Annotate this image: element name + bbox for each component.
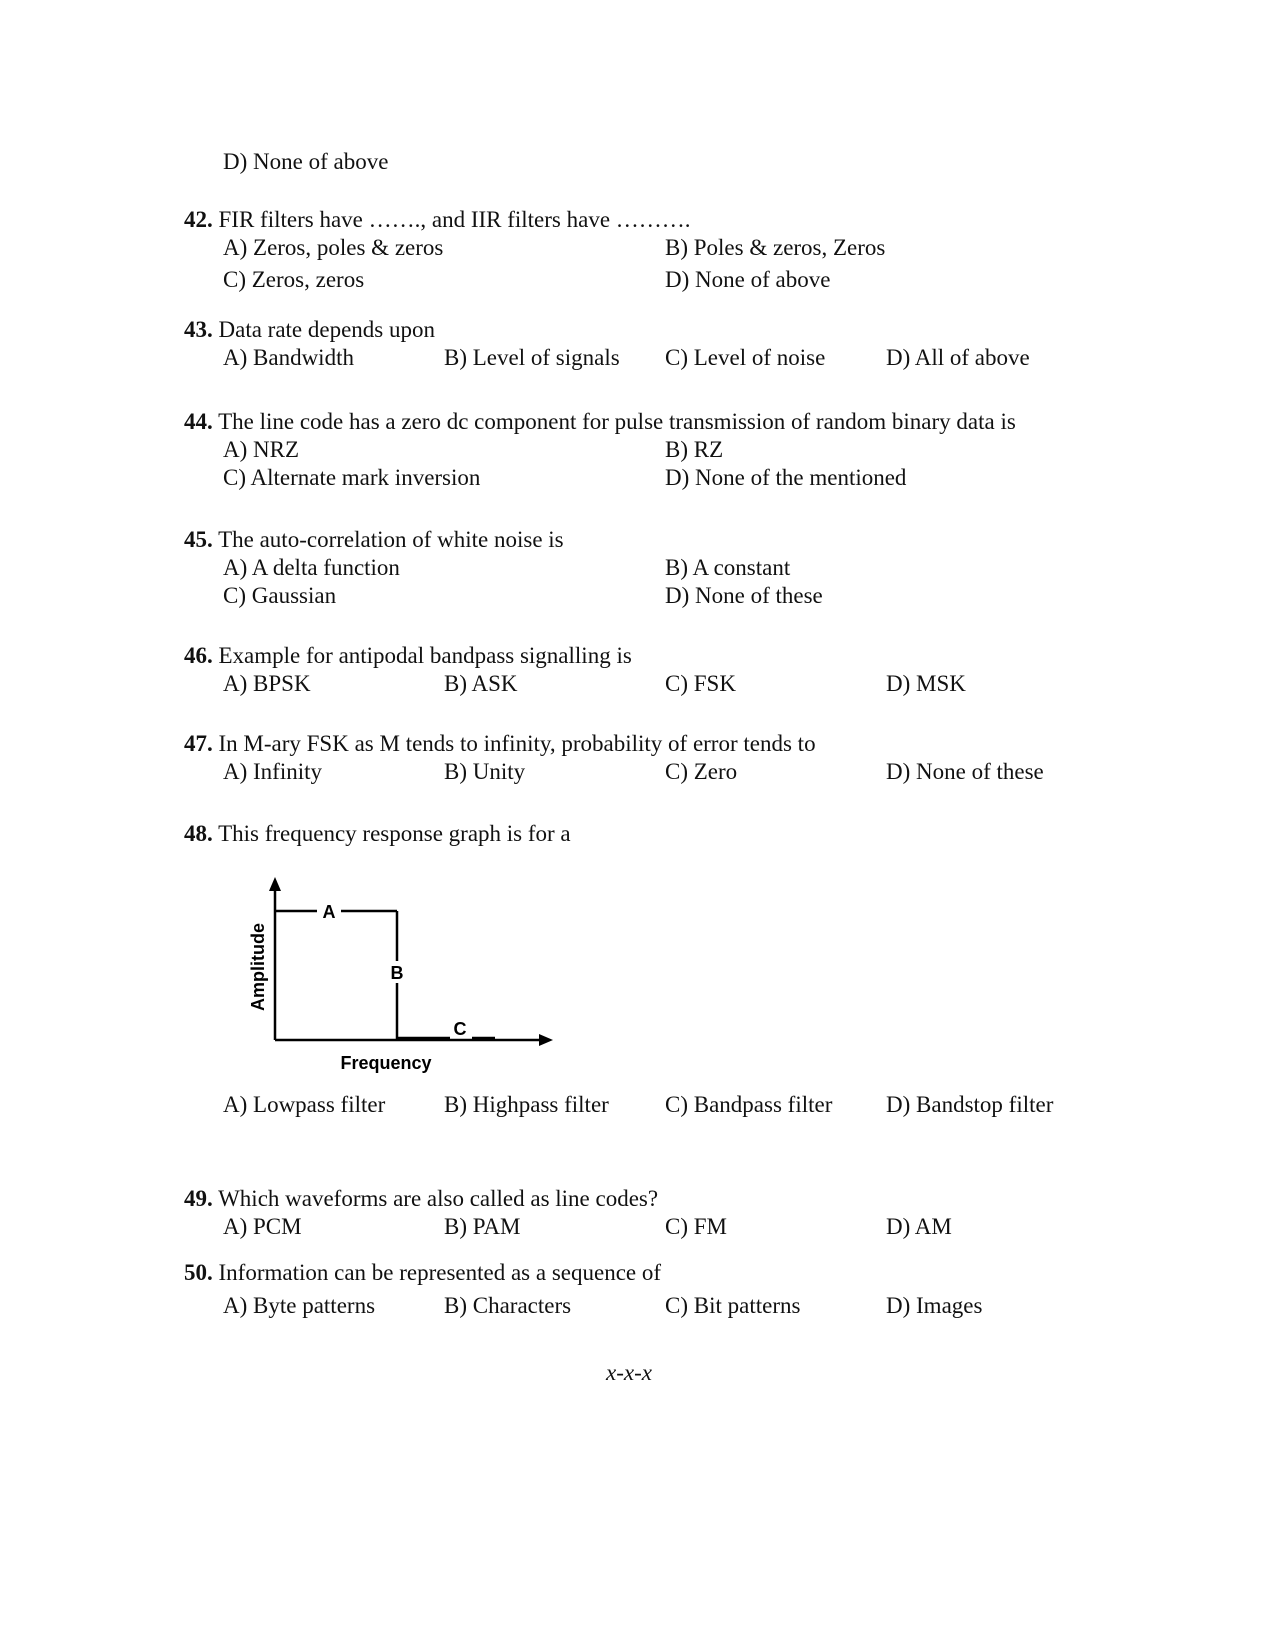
option-a: A) Zeros, poles & zeros bbox=[223, 235, 444, 260]
option-a: A) Infinity bbox=[223, 759, 323, 784]
question-text: In M-ary FSK as M tends to infinity, probability of error tends to bbox=[218, 731, 816, 756]
question-number: 46. bbox=[184, 643, 213, 668]
page-end-marker: x-x-x bbox=[606, 1360, 652, 1385]
question-48 bbox=[184, 820, 571, 848]
option-c: C) Bit patterns bbox=[665, 1293, 801, 1318]
carry-over-option: D) None of above bbox=[223, 149, 389, 174]
option-b: B) PAM bbox=[444, 1214, 521, 1239]
question-42 bbox=[184, 206, 691, 234]
option-a: A) Bandwidth bbox=[223, 345, 354, 370]
option-c: C) Zeros, zeros bbox=[223, 267, 365, 292]
option-b: B) A constant bbox=[665, 555, 791, 580]
option-d: D) All of above bbox=[886, 345, 1030, 370]
option-b: B) RZ bbox=[665, 437, 724, 462]
question-text: FIR filters have ……., and IIR filters have ………. bbox=[218, 207, 691, 232]
question-text: Data rate depends upon bbox=[218, 317, 436, 342]
option-c: C) Zero bbox=[665, 759, 738, 784]
option-a: A) NRZ bbox=[223, 437, 300, 462]
option-c: C) Bandpass filter bbox=[665, 1092, 833, 1117]
option-b: B) Poles & zeros, Zeros bbox=[665, 235, 886, 260]
question-49 bbox=[184, 1185, 658, 1213]
x-axis-label: Frequency bbox=[340, 1053, 432, 1073]
question-text: Which waveforms are also called as line codes? bbox=[218, 1186, 659, 1211]
option-a: A) BPSK bbox=[223, 671, 311, 696]
question-number: 47. bbox=[184, 731, 213, 756]
question-50 bbox=[184, 1259, 661, 1287]
question-text: Example for antipodal bandpass signalling is bbox=[218, 643, 632, 668]
option-d: D) Images bbox=[886, 1293, 983, 1318]
y-axis-arrow bbox=[269, 877, 281, 891]
option-b: B) Characters bbox=[444, 1293, 572, 1318]
question-number: 50. bbox=[184, 1260, 213, 1285]
question-text: This frequency response graph is for a bbox=[218, 821, 571, 846]
region-label-a: A bbox=[322, 902, 336, 922]
region-label-b: B bbox=[390, 963, 404, 983]
question-number: 45. bbox=[184, 527, 213, 552]
question-44 bbox=[184, 408, 1016, 436]
option-b: B) Unity bbox=[444, 759, 526, 784]
option-d: D) None of these bbox=[665, 583, 823, 608]
option-d: D) None of above bbox=[665, 267, 831, 292]
question-43 bbox=[184, 316, 435, 344]
question-number: 44. bbox=[184, 409, 213, 434]
question-45 bbox=[184, 526, 564, 554]
region-label-c: C bbox=[453, 1019, 467, 1039]
option-c: C) Gaussian bbox=[223, 583, 337, 608]
option-a: A) Byte patterns bbox=[223, 1293, 376, 1318]
option-d: D) Bandstop filter bbox=[886, 1092, 1054, 1117]
option-c: C) Alternate mark inversion bbox=[223, 465, 481, 490]
option-d: D) AM bbox=[886, 1214, 952, 1239]
frequency-response-graph bbox=[240, 875, 560, 1090]
question-text: The auto-correlation of white noise is bbox=[218, 527, 564, 552]
question-text: The line code has a zero dc component for pulse transmission of random binary data is bbox=[218, 409, 1016, 434]
option-c: C) Level of noise bbox=[665, 345, 826, 370]
option-b: B) Highpass filter bbox=[444, 1092, 609, 1117]
question-number: 48. bbox=[184, 821, 213, 846]
option-d: D) None of the mentioned bbox=[665, 465, 907, 490]
question-number: 42. bbox=[184, 207, 213, 232]
question-number: 49. bbox=[184, 1186, 213, 1211]
option-b: B) Level of signals bbox=[444, 345, 620, 370]
x-axis-arrow bbox=[539, 1034, 553, 1046]
question-number: 43. bbox=[184, 317, 213, 342]
option-b: B) ASK bbox=[444, 671, 518, 696]
question-47 bbox=[184, 730, 816, 758]
y-axis-label: Amplitude bbox=[248, 923, 268, 1011]
question-46 bbox=[184, 642, 632, 670]
option-d: D) MSK bbox=[886, 671, 966, 696]
question-text: Information can be represented as a sequence of bbox=[218, 1260, 662, 1285]
option-c: C) FM bbox=[665, 1214, 727, 1239]
option-a: A) Lowpass filter bbox=[223, 1092, 386, 1117]
option-c: C) FSK bbox=[665, 671, 736, 696]
option-a: A) PCM bbox=[223, 1214, 302, 1239]
option-a: A) A delta function bbox=[223, 555, 400, 580]
frequency-response-figure bbox=[240, 875, 560, 1090]
option-d: D) None of these bbox=[886, 759, 1044, 784]
